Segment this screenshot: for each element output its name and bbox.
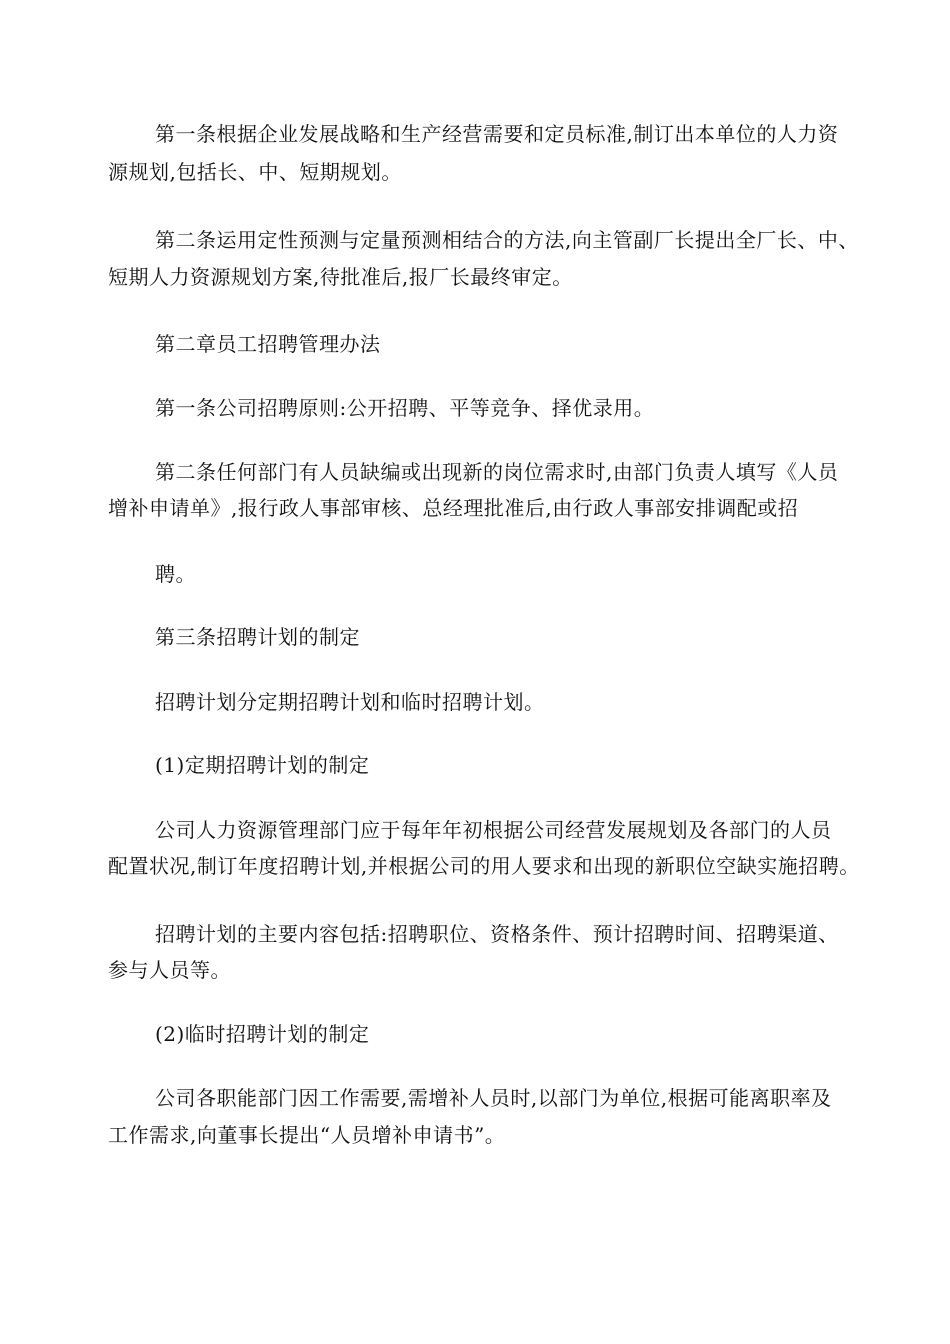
- text-line: 第二条任何部门有人员缺编或出现新的岗位需求时,由部门负责人填写《人员: [155, 460, 839, 484]
- text-line: 增补申请单》,报行政人事部审核、总经理批准后,由行政人事部安排调配或招: [108, 496, 799, 520]
- text-line: 源规划,包括长、中、短期规划。: [108, 160, 402, 184]
- text-line: 聘。: [155, 562, 196, 586]
- text-line: 短期人力资源规划方案,待批准后,报厂长最终审定。: [108, 265, 573, 289]
- subsection-heading: (2)临时招聘计划的制定: [155, 1022, 370, 1046]
- text-line: 第一条根据企业发展战略和生产经营需要和定员标准,制订出本单位的人力资: [155, 122, 839, 146]
- text-line: 第一条公司招聘原则:公开招聘、平等竞争、择优录用。: [155, 396, 655, 420]
- subsection-heading: (1)定期招聘计划的制定: [155, 753, 370, 777]
- text-line: 参与人员等。: [108, 958, 231, 982]
- text-line: 配置状况,制订年度招聘计划,并根据公司的用人要求和出现的新职位空缺实施招聘。: [108, 854, 860, 878]
- text-line: 第二条运用定性预测与定量预测相结合的方法,向主管副厂长提出全厂长、中、: [155, 228, 859, 252]
- text-line: 招聘计划分定期招聘计划和临时招聘计划。: [155, 690, 545, 714]
- chapter-heading: 第二章员工招聘管理办法: [155, 332, 381, 356]
- text-line: 招聘计划的主要内容包括:招聘职位、资格条件、预计招聘时间、招聘渠道、: [155, 922, 839, 946]
- text-line: 工作需求,向董事长提出“人员增补申请书”。: [108, 1123, 506, 1147]
- text-line: 公司各职能部门因工作需要,需增补人员时,以部门为单位,根据可能离职率及: [155, 1086, 832, 1110]
- text-line: 公司人力资源管理部门应于每年年初根据公司经营发展规划及各部门的人员: [155, 818, 832, 842]
- section-heading: 第三条招聘计划的制定: [155, 625, 360, 649]
